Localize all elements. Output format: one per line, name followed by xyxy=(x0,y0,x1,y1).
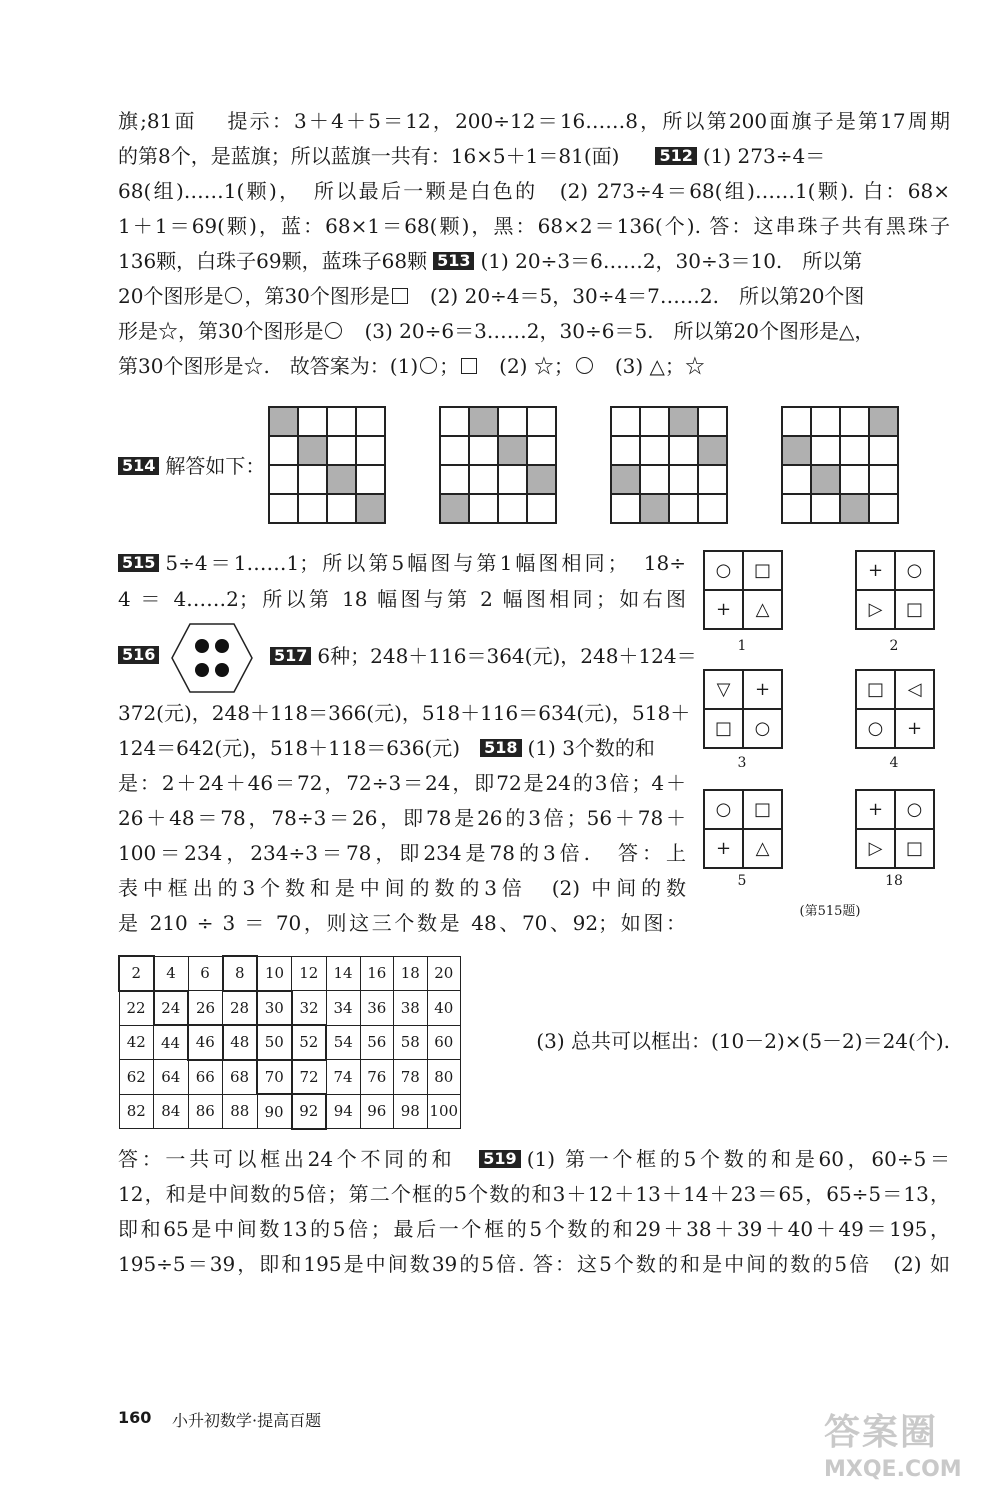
text-line: 是：2＋24＋46＝72，72÷3＝24，即72是24的3倍；4＋ xyxy=(118,771,686,795)
table-cell: 48 xyxy=(223,1025,258,1060)
shape-cell: □ xyxy=(743,790,782,829)
text-span: 20个图形是 xyxy=(118,284,224,308)
text-span: 124＝642(元)，518＋118＝636(元) xyxy=(118,736,461,760)
figure-label: 1 xyxy=(737,638,747,654)
shape-cell: □ xyxy=(743,551,782,590)
text-line xyxy=(270,641,697,671)
shape-cell: ▷ xyxy=(856,590,895,629)
text-line: (3) 总共可以框出：(10－2)×(5－2)＝24(个). xyxy=(536,1029,950,1053)
table-cell: 54 xyxy=(326,1025,360,1060)
text-span: 形是☆，第30个图形是 xyxy=(118,319,324,343)
text-span: (3) 20÷6＝3……2，30÷6＝5. 所以第20个图形是△， xyxy=(344,319,875,343)
table-cell: 72 xyxy=(292,1060,327,1095)
text-span: 答：一共可以框出24个不同的和 xyxy=(118,1147,456,1171)
text-line xyxy=(118,316,950,346)
table-cell: 10 xyxy=(257,956,292,991)
figure-label: 5 xyxy=(737,873,747,889)
problem-tag: 517 xyxy=(270,647,311,665)
table-cell: 86 xyxy=(188,1094,223,1129)
text-span: (1) 20÷3＝6……2，30÷3＝10. 所以第 xyxy=(480,249,863,273)
shape-cell: □ xyxy=(704,709,743,748)
table-cell: 94 xyxy=(326,1094,360,1129)
shape-cell: + xyxy=(704,590,743,629)
table-cell: 84 xyxy=(154,1094,189,1129)
text-span: 5÷4＝1……1；所以第5幅图与第1幅图相同； 18÷ xyxy=(165,551,686,575)
text-line: 1＋1＝69(颗)，蓝：68×1＝68(颗)，黑：68×2＝136(个). 答：这串珠子共有黑珠子 xyxy=(118,214,950,238)
table-cell: 42 xyxy=(119,1025,154,1060)
table-cell: 22 xyxy=(119,991,154,1026)
table-row xyxy=(119,1060,461,1095)
circle-icon xyxy=(420,357,437,374)
square-icon xyxy=(461,358,477,374)
table-cell: 44 xyxy=(154,1025,189,1060)
figure-caption: (第515题) xyxy=(799,904,861,919)
table-cell: 4 xyxy=(154,956,189,991)
table-cell: 66 xyxy=(188,1060,223,1095)
figure-2 xyxy=(855,550,935,630)
shape-cell: ▷ xyxy=(856,829,895,868)
shape-cell: ▽ xyxy=(704,670,743,709)
problem-tag: 515 xyxy=(118,554,159,572)
shape-cell: ○ xyxy=(895,551,934,590)
answer-grid-2 xyxy=(439,406,557,524)
figure-5 xyxy=(703,789,783,869)
table-cell: 46 xyxy=(188,1025,223,1060)
shape-cell: + xyxy=(704,829,743,868)
shape-cell: ○ xyxy=(704,551,743,590)
table-cell: 12 xyxy=(292,956,327,991)
table-row xyxy=(119,956,461,991)
table-cell: 2 xyxy=(119,956,154,991)
text-line: 即和65是中间数13的5倍；最后一个框的5个数的和29＋38＋39＋40＋49＝195， xyxy=(118,1217,950,1241)
text-line: 表中框出的3个数和是中间的数的3倍 (2) 中间的数 xyxy=(118,876,686,900)
text-span: ； xyxy=(439,354,460,378)
table-cell: 78 xyxy=(394,1060,428,1095)
text-line: 100＝234，234÷3＝78，即234是78的3倍. 答：上 xyxy=(118,841,686,865)
shape-cell: □ xyxy=(856,670,895,709)
text-line xyxy=(118,548,686,578)
shape-cell: + xyxy=(743,670,782,709)
text-line xyxy=(118,1144,950,1174)
circle-icon xyxy=(225,287,242,304)
problem-tag: 516 xyxy=(118,646,159,664)
table-row xyxy=(119,991,461,1026)
table-cell: 64 xyxy=(154,1060,189,1095)
watermark-url: MXQE.COM xyxy=(824,1457,962,1482)
text-line xyxy=(118,246,950,276)
table-row xyxy=(119,1025,461,1060)
book-title: 小升初数学·提高百题 xyxy=(172,1411,322,1430)
text-line: 68(组)……1(颗)， 所以最后一颗是白色的 (2) 273÷4＝68(组)……1(颗). 白：68× xyxy=(118,179,950,203)
square-icon xyxy=(392,288,408,304)
text-span: (2) ☆； xyxy=(479,354,574,378)
table-cell: 92 xyxy=(292,1094,327,1129)
watermark-logo xyxy=(824,1404,1000,1494)
table-cell: 18 xyxy=(394,956,428,991)
shape-cell: □ xyxy=(895,829,934,868)
text-line xyxy=(118,281,950,311)
text-span: 解答如下： xyxy=(165,454,266,478)
figure-3 xyxy=(703,669,783,749)
table-cell: 36 xyxy=(360,991,394,1026)
table-cell: 62 xyxy=(119,1060,154,1095)
answer-grid-1 xyxy=(268,406,386,524)
table-cell: 80 xyxy=(427,1060,461,1095)
number-table xyxy=(118,955,461,1130)
table-cell: 98 xyxy=(394,1094,428,1129)
problem-514-label xyxy=(118,451,278,481)
table-cell: 74 xyxy=(326,1060,360,1095)
figure-18 xyxy=(855,789,935,869)
text-line xyxy=(118,733,686,763)
table-cell: 96 xyxy=(360,1094,394,1129)
table-cell: 100 xyxy=(427,1094,461,1129)
table-cell: 20 xyxy=(427,956,461,991)
text-line: 26＋48＝78，78÷3＝26，即78是26的3倍；56＋78＋ xyxy=(118,806,686,830)
table-cell: 50 xyxy=(257,1025,292,1060)
table-cell: 58 xyxy=(394,1025,428,1060)
hexagon-four-dots-figure xyxy=(170,622,254,694)
shape-cell: ○ xyxy=(743,709,782,748)
figure-label: 4 xyxy=(889,755,899,771)
problem-tag: 513 xyxy=(433,252,474,270)
text-span: 第30个图形是☆. 故答案为：(1) xyxy=(118,354,419,378)
text-span: (2) 20÷4＝5，30÷4＝7……2. 所以第20个图 xyxy=(409,284,865,308)
shape-cell: + xyxy=(856,551,895,590)
table-cell: 60 xyxy=(427,1025,461,1060)
table-cell: 88 xyxy=(223,1094,258,1129)
table-cell: 28 xyxy=(223,991,258,1026)
answer-grid-4 xyxy=(781,406,899,524)
table-cell: 8 xyxy=(223,956,258,991)
table-cell: 6 xyxy=(188,956,223,991)
problem-tag: 518 xyxy=(480,739,521,757)
text-line xyxy=(118,351,950,381)
shape-cell: □ xyxy=(895,590,934,629)
text-span: 6种；248＋116＝364(元)，248＋124＝ xyxy=(317,644,697,668)
shape-cell: △ xyxy=(743,590,782,629)
table-cell: 14 xyxy=(326,956,360,991)
watermark-text: 答案圈 xyxy=(824,1412,939,1453)
page-number: 160 xyxy=(118,1408,152,1427)
figure-label: 2 xyxy=(889,638,899,654)
text-line: 4 ＝ 4……2；所以第 18 幅图与第 2 幅图相同；如右图 xyxy=(118,587,686,611)
figure-1 xyxy=(703,550,783,630)
text-line: 12，和是中间数的5倍；第二个框的5个数的和3＋12＋13＋14＋23＝65，65÷5＝13， xyxy=(118,1182,950,1206)
shape-cell: ○ xyxy=(895,790,934,829)
circle-icon xyxy=(576,357,593,374)
shape-cell: ○ xyxy=(704,790,743,829)
table-cell: 16 xyxy=(360,956,394,991)
table-cell: 70 xyxy=(257,1060,292,1095)
text-line: 旗;81面 提示：3＋4＋5＝12，200÷12＝16……8，所以第200面旗子是第17周期 xyxy=(118,109,950,133)
problem-tag: 512 xyxy=(655,147,696,165)
answer-grid-3 xyxy=(610,406,728,524)
text-span: (3) △；☆ xyxy=(594,354,705,378)
circle-icon xyxy=(325,322,342,339)
text-span: 136颗，白珠子69颗，蓝珠子68颗 xyxy=(118,249,428,273)
problem-tag: 519 xyxy=(479,1150,520,1168)
text-span: (1) 第一个框的5个数的和是60，60÷5＝ xyxy=(526,1147,951,1171)
table-row xyxy=(119,1094,461,1129)
table-cell: 30 xyxy=(257,991,292,1026)
table-cell: 38 xyxy=(394,991,428,1026)
table-cell: 90 xyxy=(257,1094,292,1129)
table-cell: 68 xyxy=(223,1060,258,1095)
problem-516-tag xyxy=(118,646,159,666)
figure-label: 3 xyxy=(737,755,747,771)
table-cell: 40 xyxy=(427,991,461,1026)
shape-cell: + xyxy=(895,709,934,748)
table-cell: 34 xyxy=(326,991,360,1026)
text-span: 的第8个，是蓝旗；所以蓝旗一共有：16×5＋1＝81(面) xyxy=(118,144,620,168)
figure-4 xyxy=(855,669,935,749)
text-line: 195÷5＝39，即和195是中间数39的5倍. 答：这5个数的和是中间的数的5倍 (2) 如 xyxy=(118,1252,950,1276)
shape-cell: △ xyxy=(743,829,782,868)
table-cell: 76 xyxy=(360,1060,394,1095)
shape-cell: ○ xyxy=(856,709,895,748)
text-span: ，第30个图形是 xyxy=(244,284,390,308)
problem-tag: 514 xyxy=(118,457,159,475)
table-cell: 24 xyxy=(154,991,189,1026)
table-cell: 32 xyxy=(292,991,327,1026)
table-cell: 52 xyxy=(292,1025,327,1060)
table-cell: 82 xyxy=(119,1094,154,1129)
shape-cell: + xyxy=(856,790,895,829)
text-line: 372(元)，248＋118＝366(元)，518＋116＝634(元)，518＋ xyxy=(118,701,691,725)
text-line xyxy=(118,141,950,171)
text-span: (1) 3个数的和 xyxy=(527,736,655,760)
text-span: (1) 273÷4＝ xyxy=(702,144,826,168)
table-cell: 56 xyxy=(360,1025,394,1060)
shape-cell: ◁ xyxy=(895,670,934,709)
text-line: 是 210 ÷ 3 ＝ 70，则这三个数是 48、70、92；如图： xyxy=(118,911,686,935)
figure-label: 18 xyxy=(885,873,903,889)
table-cell: 26 xyxy=(188,991,223,1026)
